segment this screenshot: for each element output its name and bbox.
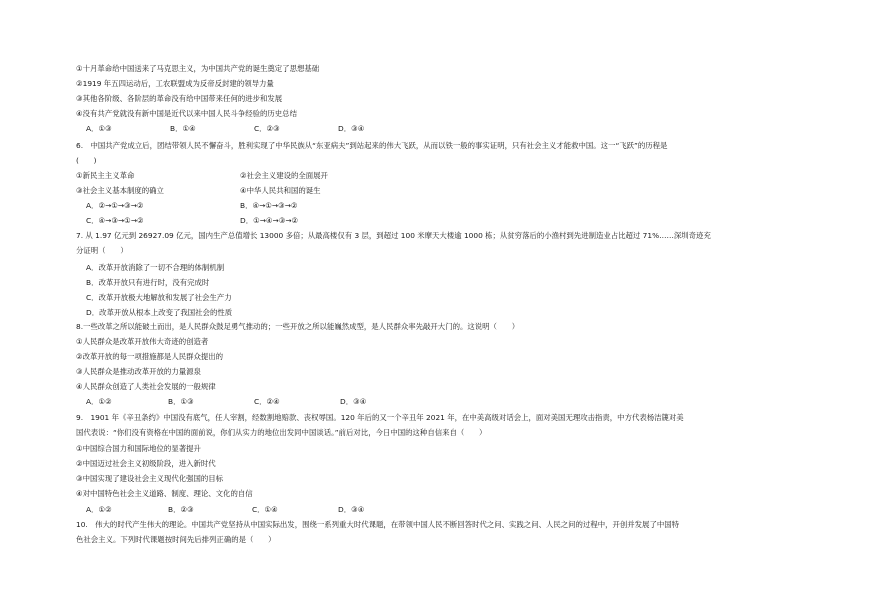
q8-option-c[interactable]: C．②④ bbox=[254, 397, 280, 406]
option-d[interactable]: D．③④ bbox=[338, 124, 365, 133]
q6-stem: 6. 中国共产党成立后，团结带领人民不懈奋斗，胜利实现了中华民族从“东亚病夫”到站起来的伟大飞跃，从而以铁一般的事实证明，只有社会主义才能救中国。这一“飞跃”的历程是 bbox=[76, 141, 668, 150]
q8-option-d[interactable]: D．③④ bbox=[340, 397, 367, 406]
q9-option-a[interactable]: A．①② bbox=[86, 505, 112, 514]
option-c[interactable]: C．②③ bbox=[254, 124, 280, 133]
option-a[interactable]: A．①③ bbox=[86, 124, 112, 133]
statement-3: ③其他各阶级、各阶层的革命没有给中国带来任何的进步和发展 bbox=[76, 94, 283, 103]
q6-choice-4: ④中华人民共和国的诞生 bbox=[240, 186, 321, 195]
q8-statement-1: ①人民群众是改革开放伟大奇迹的创造者 bbox=[76, 337, 209, 346]
q9-statement-1: ①中国综合国力和国际地位的显著提升 bbox=[76, 444, 201, 453]
q8-stem: 8.一些改革之所以能破土而出，是人民群众鼓足勇气推动的；一些开放之所以能巍然成型，是人民群众率先敲开大门的。这说明（ ） bbox=[76, 322, 520, 331]
statement-1: ①十月革命给中国送来了马克思主义，为中国共产党的诞生奠定了思想基础 bbox=[76, 64, 320, 73]
q7-option-c[interactable]: C．改革开放极大地解放和发展了社会生产力 bbox=[86, 293, 232, 302]
q9-option-d[interactable]: D．③④ bbox=[338, 505, 365, 514]
q9-statement-3: ③中国实现了建设社会主义现代化强国的目标 bbox=[76, 474, 224, 483]
q6-choice-3: ③社会主义基本制度的确立 bbox=[76, 186, 164, 195]
q7-stem: 7. 从 1.97 亿元到 26927.09 亿元，国内生产总值增长 13000 多倍；从最高楼仅有 3 层，到超过 100 米摩天大楼逾 1000 栋；从贫穷落后的小渔村到先进制造业占比超过 71%……深圳奇迹充 bbox=[76, 231, 711, 240]
statement-4: ④没有共产党就没有新中国是近代以来中国人民斗争经验的历史总结 bbox=[76, 109, 297, 118]
q8-statement-3: ③人民群众是推动改革开放的力量源泉 bbox=[76, 367, 201, 376]
q6-option-a[interactable]: A．②→①→③→② bbox=[86, 201, 144, 210]
q8-statement-4: ④人民群众创造了人类社会发展的一般规律 bbox=[76, 382, 216, 391]
q6-option-c[interactable]: C．④→③→①→② bbox=[86, 216, 144, 225]
q7-option-a[interactable]: A．改革开放消除了一切不合理的体制机制 bbox=[86, 263, 225, 272]
q10-stem-cont: 色社会主义。下列时代课题按时间先后排列正确的是（ ） bbox=[76, 535, 276, 544]
q9-stem-cont: 国代表说：“你们没有资格在中国的面前说，你们从实力的地位出发同中国谈话。”前后对比，今日中国的这种自信来自（ ） bbox=[76, 428, 487, 437]
q9-stem: 9. 1901 年《辛丑条约》中国没有底气，任人宰割，经数割地赔款、丧权辱国。120 年后的又一个辛丑年 2021 年，在中美高级对话会上，面对美国无理攻击指责，中方代表杨洁篪对美 bbox=[76, 413, 684, 422]
q8-option-a[interactable]: A．①② bbox=[86, 397, 112, 406]
q9-option-c[interactable]: C．①④ bbox=[252, 505, 278, 514]
statement-2: ②1919 年五四运动后，工农联盟成为反帝反封建的领导力量 bbox=[76, 79, 274, 88]
q6-stem-cont: ( ) bbox=[76, 156, 97, 165]
q10-stem: 10. 伟大的时代产生伟大的理论。中国共产党坚持从中国实际出发，围绕一系列重大时代课题，在带领中国人民不断回答时代之问、实践之问、人民之问的过程中，开创并发展了中国特 bbox=[76, 520, 680, 529]
q7-option-d[interactable]: D．改革开放从根本上改变了我国社会的性质 bbox=[86, 308, 233, 317]
option-b[interactable]: B．①④ bbox=[170, 124, 196, 133]
q7-stem-cont: 分证明（ ） bbox=[76, 246, 128, 255]
q9-statement-2: ②中国迈过社会主义初级阶段，进入新时代 bbox=[76, 459, 216, 468]
q8-option-b[interactable]: B．①③ bbox=[168, 397, 194, 406]
q6-option-d[interactable]: D．①→④→③→② bbox=[240, 216, 299, 225]
q9-statement-4: ④对中国特色社会主义道路、制度、理论、文化的自信 bbox=[76, 489, 253, 498]
q7-option-b[interactable]: B．改革开放只有进行时，没有完成时 bbox=[86, 278, 210, 287]
q6-option-b[interactable]: B．④→①→③→② bbox=[240, 201, 298, 210]
q8-statement-2: ②改革开放的每一项措施都是人民群众提出的 bbox=[76, 352, 224, 361]
q6-choice-2: ②社会主义建设的全面展开 bbox=[240, 171, 328, 180]
q9-option-b[interactable]: B．②③ bbox=[168, 505, 194, 514]
q6-choice-1: ①新民主主义革命 bbox=[76, 171, 135, 180]
